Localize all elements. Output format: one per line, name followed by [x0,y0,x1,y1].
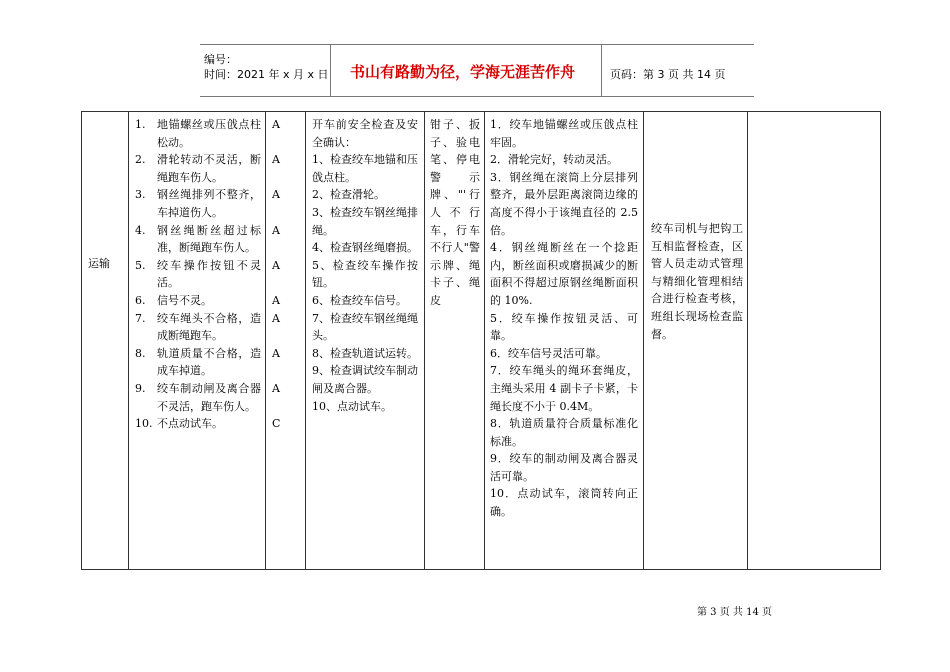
check-item: 4、检查钢丝绳磨损。 [312,241,418,255]
risk-text: 不点动试车。 [157,417,223,431]
risk-level: A [272,259,280,272]
risk-level: A [272,312,280,325]
risk-text: 轨道质量不合格，造成车掉道。 [157,346,261,378]
risk-text: 信号不灵。 [157,293,212,307]
standard-item: 4．钢丝绳断丝在一个捻距内，断丝面积或磨损减少的断面积不得超过原钢丝绳断面积的 10%. [490,241,638,307]
risk-text: 钢丝绳排列不整齐，车掉道伤人。 [157,188,261,219]
table-column-rule [643,111,644,570]
risk-text: 滑轮转动不灵活，断绳跑车伤人。 [157,153,261,184]
risk-level: A [272,294,280,307]
standard-item: 6．绞车信号灵活可靠。 [490,346,607,360]
standard-item: 10．点动试车，滚筒转向正确。 [490,487,638,519]
risk-number: 2. [135,153,146,167]
risk-item [135,222,261,257]
table-column-rule [484,111,485,570]
risk-number: 6. [135,293,146,307]
risk-item [135,151,261,186]
header-motto: 书山有路勤为径，学海无涯苦作舟 [350,63,576,81]
risk-number: 4. [135,223,146,237]
risk-text: 绞车制动闸及离合器不灵活，跑车伤人。 [157,381,261,413]
standard-item: 9．绞车的制动闸及离合器灵活可靠。 [490,452,638,483]
risk-item [135,380,261,415]
risk-number: 8. [135,346,146,360]
check-list [312,116,418,415]
tools-cell: 钳子、扳子、验电笔、停电警示牌、"'行人不行车，行车不行人"警示牌、绳卡子、绳皮 [430,118,480,307]
risk-number: 5. [135,258,146,272]
check-item: 8、检查轨道试运转。 [312,346,418,360]
risk-item [135,116,261,151]
supervision-cell: 绞车司机与把钩工互相监督检查，区管人员走动式管理与精细化管理相结合进行检查考核，班组长现场检查监督。 [651,222,743,341]
risk-number: 7. [135,311,146,325]
risk-level: A [272,118,280,131]
risk-item [135,257,261,292]
standard-item: 5．绞车操作按钮灵活、可靠。 [490,311,638,343]
check-item: 6、检查绞车信号。 [312,293,407,307]
check-item: 3、检查绞车钢丝绳排绳。 [312,205,418,237]
risk-level: C [272,417,281,430]
check-item: 10、点动试车。 [312,399,392,413]
risk-level: A [272,224,280,237]
risk-number: 9. [135,381,146,395]
check-item: 9、检查调试绞车制动闸及离合器。 [312,364,418,395]
risk-item [135,292,261,310]
table-column-rule [747,111,748,570]
standards-list [490,116,638,521]
table-column-rule [424,111,425,570]
check-item: 1、检查绞车地锚和压戗点柱。 [312,153,418,184]
risk-number: 1. [135,118,146,131]
risk-item [135,186,261,221]
risk-level: A [272,153,280,166]
check-item: 5、检查绞车操作按钮。 [312,258,418,290]
risk-text: 绞车操作按钮不灵活。 [157,258,261,290]
risk-level: A [272,188,280,201]
risk-item [135,345,261,380]
risk-text: 绞车绳头不合格，造成断绳跑车。 [157,311,261,343]
standard-item: 1．绞车地锚螺丝或压戗点柱牢固。 [490,118,638,149]
table-column-rule [128,111,129,570]
category-cell: 运输 [88,257,110,270]
document-number-label: 编号： [204,53,237,66]
check-item: 2、检查滑轮。 [312,188,385,202]
risk-list [135,116,261,433]
table-column-rule [305,111,306,570]
standard-item: 7．绞车绳头的绳环套绳皮，主绳头采用 4 副卡子卡紧，卡绳长度不小于 0.4M。 [490,364,638,413]
page-footer: 第 3 页 共 14 页 [697,607,772,618]
table-column-rule [265,111,266,570]
header-bottom-rule [200,96,754,97]
risk-level: A [272,382,280,395]
check-item: 开车前安全检查及安全确认： [312,118,418,149]
risk-number: 10. [135,417,153,431]
risk-text: 钢丝绳断丝超过标准，断绳跑车伤人。 [157,223,261,255]
document-time: 时间：2021 年 x 月 x 日 [204,68,329,81]
risk-text: 地锚螺丝或压戗点柱松动。 [157,118,261,149]
header-top-rule [200,44,754,45]
standard-item: 8．轨道质量符合质量标准化标准。 [490,417,638,448]
risk-level: A [272,347,280,360]
header-divider-right [601,44,602,96]
header-page-number: 页码：第 3 页 共 14 页 [610,68,726,81]
header-divider-left [330,44,331,96]
risk-number: 3. [135,188,146,202]
check-item: 7、检查绞车钢丝绳绳头。 [312,311,418,343]
standard-item: 2．滑轮完好，转动灵活。 [490,153,618,167]
risk-item [135,415,261,433]
risk-item [135,310,261,345]
standard-item: 3．钢丝绳在滚筒上分层排列整齐，最外层距离滚筒边缘的高度不得小于该绳直径的 2.5 倍。 [490,170,638,237]
